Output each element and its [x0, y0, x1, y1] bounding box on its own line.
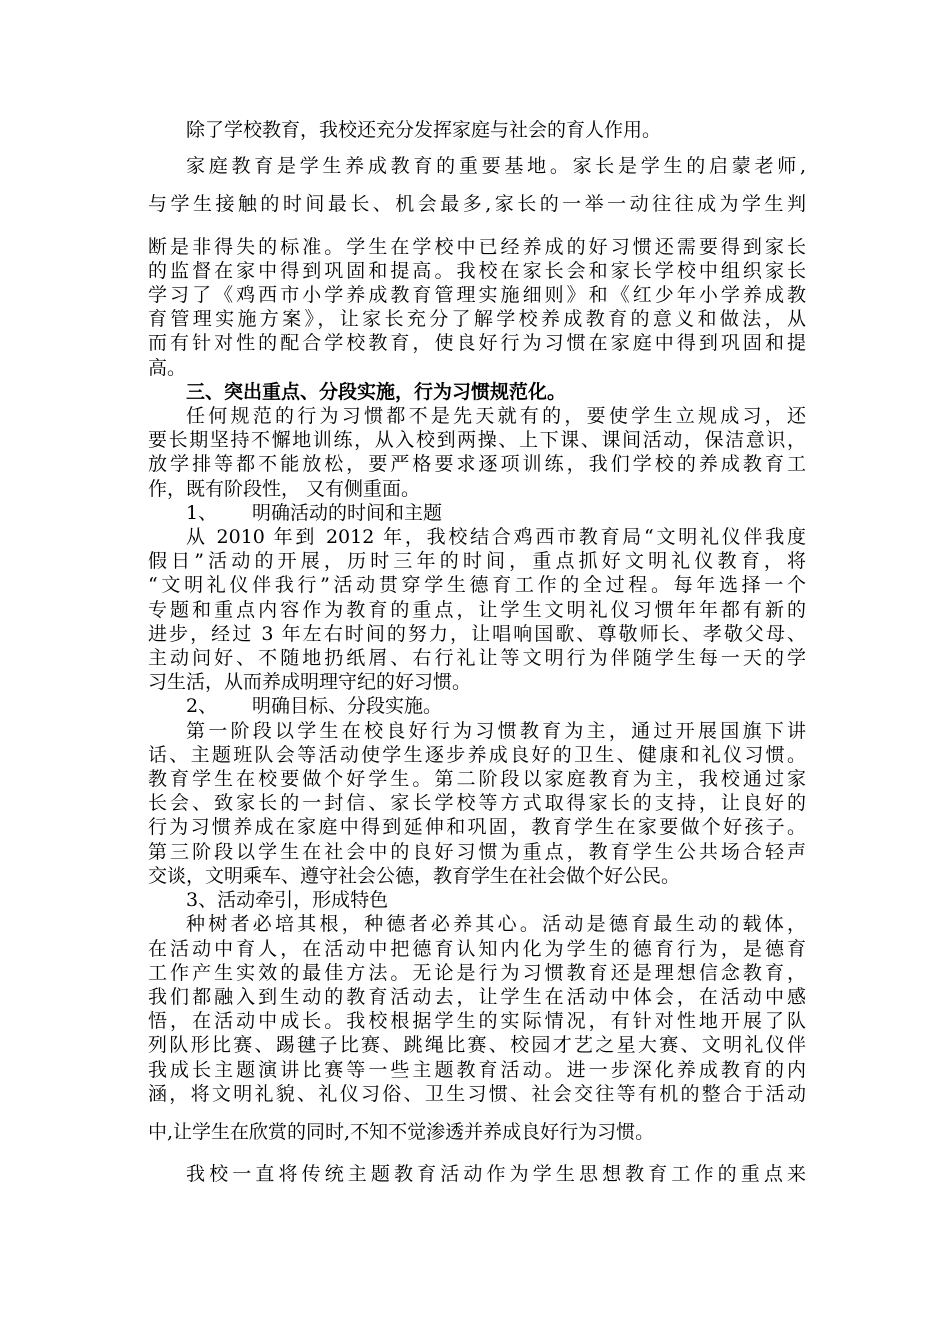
- spacer: [148, 217, 806, 235]
- paragraph-line: 长会、致家长的一封信、家长学校等方式取得家长的支持，让良好的: [148, 792, 806, 815]
- paragraph-line: 从 2010 年到 2012 年，我校结合鸡西市教育局“文明礼仪伴我度: [186, 526, 806, 549]
- paragraph-line: 交谈，文明乘车、遵守社会公德，教育学生在社会做个好公民。: [148, 864, 681, 887]
- paragraph-line: 的监督在家中得到巩固和提高。我校在家长会和家长学校中组织家长: [148, 259, 806, 282]
- subheading-1: [148, 501, 806, 525]
- subheading-text: 明确活动的时间和主题: [252, 501, 443, 524]
- document-page: [148, 118, 806, 1186]
- spacer: [148, 178, 806, 192]
- paragraph-line: 工作产生实效的最佳方法。无论是行为习惯教育还是理想信念教育，: [148, 961, 806, 984]
- paragraph-line: 主动问好、不随地扔纸屑、右行礼让等文明行为伴随学生每一天的学: [148, 647, 806, 670]
- subheading-number: 2、: [186, 695, 218, 718]
- paragraph-line: 第三阶段以学生在社会中的良好习惯为重点，教育学生公共场合轻声: [148, 840, 806, 863]
- spacer: [148, 1106, 806, 1120]
- subheading-text: 明确目标、分段实施。: [252, 695, 443, 718]
- paragraph-line: 进步，经过 3 年左右时间的努力，让唱响国歌、尊敬师长、孝敬父母、: [148, 622, 806, 645]
- paragraph-line: 话、主题班队会等活动使学生逐步养成良好的卫生、健康和礼仪习惯。: [148, 743, 806, 766]
- paragraph-line: 种树者必培其根，种德者必养其心。活动是德育最生动的载体，: [186, 913, 806, 936]
- subheading-3: 3、活动牵引，形成特色: [186, 889, 389, 912]
- paragraph-line: 中,让学生在欣赏的同时,不知不觉渗透并养成良好行为习惯。: [148, 1120, 655, 1143]
- paragraph-line: 在活动中育人，在活动中把德育认知内化为学生的德育行为，是德育: [148, 937, 806, 960]
- section-heading: 三、突出重点、分段实施，行为习惯规范化。: [186, 380, 567, 403]
- paragraph-line: 学习了《鸡西市小学养成教育管理实施细则》和《红少年小学养成教: [148, 284, 806, 307]
- paragraph-line: 与学生接触的时间最长、机会最多,家长的一举一动往往成为学生判: [148, 193, 806, 216]
- paragraph-line: 我校一直将传统主题教育活动作为学生思想教育工作的重点来: [186, 1163, 806, 1186]
- paragraph-line: 要长期坚持不懈地训练，从入校到两操、上下课、课间活动，保洁意识，: [148, 429, 806, 452]
- paragraph-line: 高。: [148, 356, 187, 379]
- paragraph-line: 除了学校教育，我校还充分发挥家庭与社会的育人作用。: [186, 119, 662, 141]
- paragraph-line: 教育学生在校要做个好学生。第二阶段以家庭教育为主，我校通过家: [148, 768, 806, 791]
- paragraph-line: 假日”活动的开展，历时三年的时间，重点抓好文明礼仪教育，将: [148, 550, 806, 573]
- paragraph-line: 第一阶段以学生在校良好行为习惯教育为主，通过开展国旗下讲: [186, 719, 806, 742]
- spacer: [148, 1144, 806, 1162]
- paragraph-line: 列队形比赛、踢毽子比赛、跳绳比赛、校园才艺之星大赛、文明礼仪伴: [148, 1034, 806, 1057]
- paragraph-line: 育管理实施方案》，让家长充分了解学校养成教育的意义和做法，从: [148, 308, 806, 331]
- paragraph-line: 作，既有阶段性， 又有侧重面。: [148, 477, 421, 500]
- paragraph-line: 我们都融入到生动的教育活动去，让学生在活动中体会，在活动中感: [148, 985, 806, 1008]
- paragraph-line: 放学排等都不能放松，要严格要求逐项训练，我们学校的养成教育工: [148, 453, 806, 476]
- paragraph-line: 而有针对性的配合学校教育，使良好行为习惯在家庭中得到巩固和提: [148, 332, 806, 355]
- paragraph-line: 家庭教育是学生养成教育的重要基地。家长是学生的启蒙老师,: [186, 155, 806, 178]
- paragraph-line: 专题和重点内容作为教育的重点，让学生文明礼仪习惯年年都有新的: [148, 598, 806, 621]
- paragraph-line: “文明礼仪伴我行”活动贯穿学生德育工作的全过程。每年选择一个: [148, 574, 806, 597]
- subheading-number: 1、: [186, 501, 218, 524]
- paragraph-line: 习生活，从而养成明理守纪的好习惯。: [148, 671, 472, 694]
- paragraph-line: 我成长主题演讲比赛等一些主题教育活动。进一步深化养成教育的内: [148, 1058, 806, 1081]
- paragraph-line: 行为习惯养成在家庭中得到延伸和巩固，教育学生在家要做个好孩子。: [148, 816, 806, 839]
- paragraph-line: 任何规范的行为习惯都不是先天就有的，要使学生立规成习，还: [186, 405, 806, 428]
- paragraph-line: 涵，将文明礼貌、礼仪习俗、卫生习惯、社会交往等有机的整合于活动: [148, 1082, 806, 1105]
- paragraph-line: 悟，在活动中成长。我校根据学生的实际情况，有针对性地开展了队: [148, 1010, 806, 1033]
- subheading-2: [148, 694, 806, 718]
- spacer: [148, 142, 806, 154]
- paragraph-line: 断是非得失的标准。学生在学校中已经养成的好习惯还需要得到家长: [148, 235, 806, 258]
